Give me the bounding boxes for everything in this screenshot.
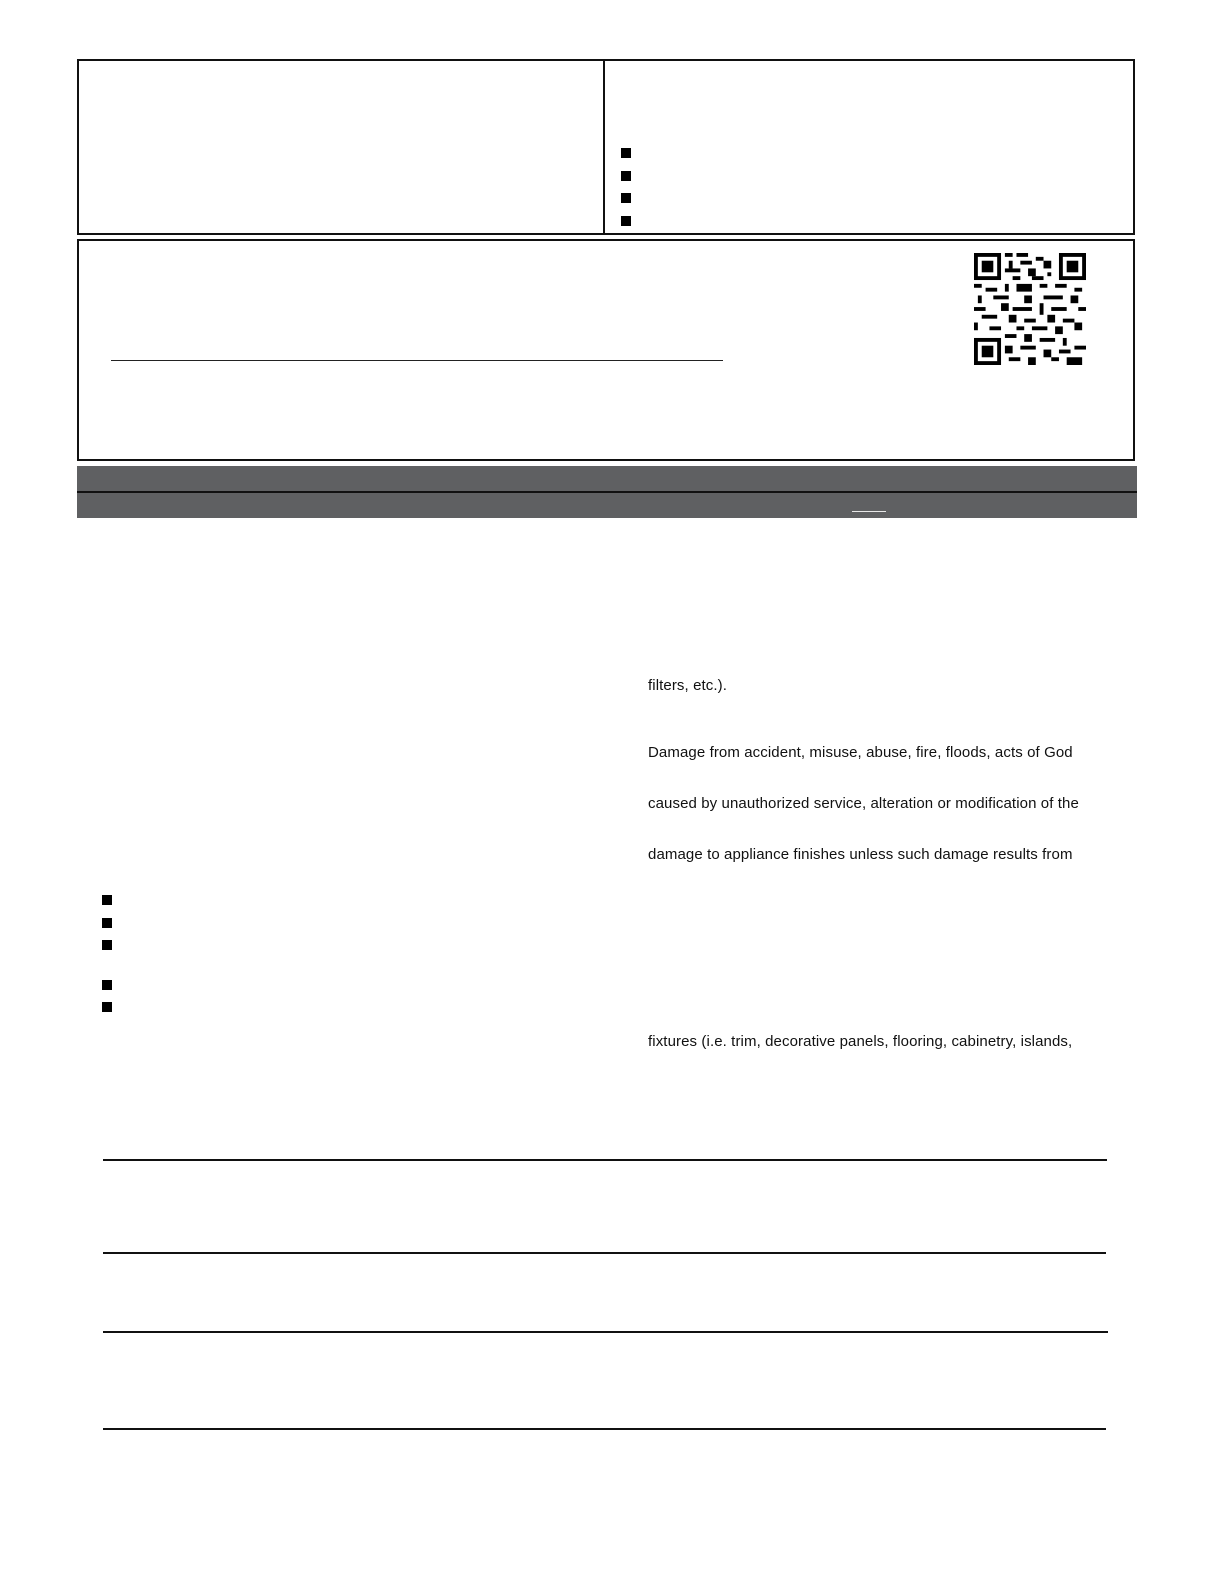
qr-code[interactable] bbox=[974, 253, 1086, 365]
header-bullet-3 bbox=[621, 193, 631, 203]
exclusion-line-4: damage to appliance finishes unless such damage results from bbox=[648, 846, 1073, 863]
warranty-bullet-1 bbox=[102, 895, 112, 905]
warranty-bullet-5 bbox=[102, 1002, 112, 1012]
footer-field-line-3[interactable] bbox=[103, 1331, 1108, 1333]
registration-signature-line bbox=[111, 360, 723, 361]
header-bullet-1 bbox=[621, 148, 631, 158]
exclusion-line-3: caused by unauthorized service, alteration or modification of the bbox=[648, 795, 1079, 812]
warranty-header-rule bbox=[77, 491, 1137, 493]
exclusion-line-1: filters, etc.). bbox=[648, 677, 728, 694]
warranty-bullet-3 bbox=[102, 940, 112, 950]
footer-field-line-2[interactable] bbox=[103, 1252, 1106, 1254]
footer-field-line-4[interactable] bbox=[103, 1428, 1106, 1430]
footer-field-line-1[interactable] bbox=[103, 1159, 1107, 1161]
warranty-bullet-2 bbox=[102, 918, 112, 928]
exclusion-line-2: Damage from accident, misuse, abuse, fire, floods, acts of God bbox=[648, 744, 1073, 761]
warranty-bullet-4 bbox=[102, 980, 112, 990]
header-bullet-2 bbox=[621, 171, 631, 181]
header-right-panel bbox=[603, 59, 1135, 235]
header-left-panel bbox=[77, 59, 605, 235]
warranty-header-underline bbox=[852, 511, 886, 512]
header-bullet-4 bbox=[621, 216, 631, 226]
exclusion-line-5: fixtures (i.e. trim, decorative panels, flooring, cabinetry, islands, bbox=[648, 1033, 1073, 1050]
